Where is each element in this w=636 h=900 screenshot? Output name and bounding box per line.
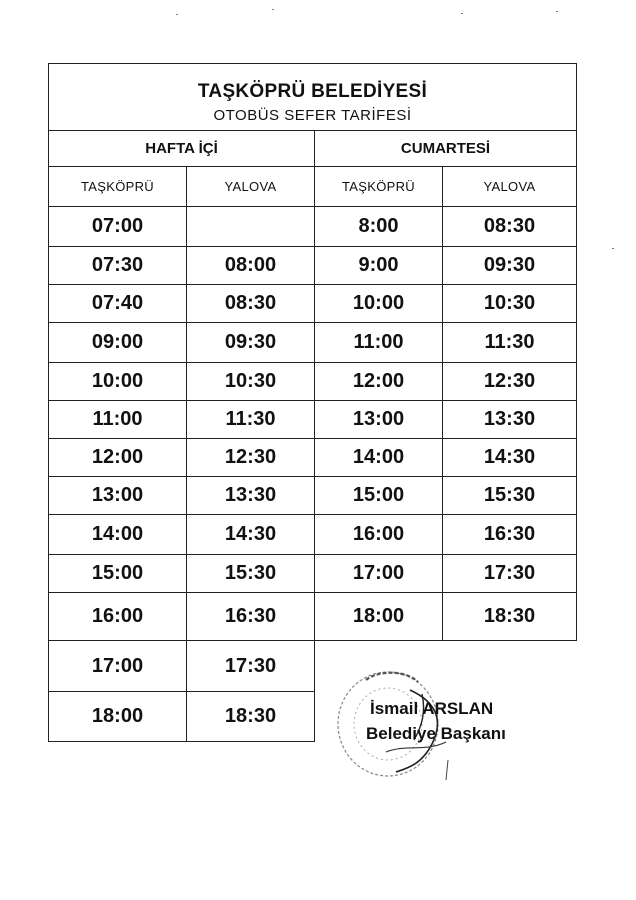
saturday-return-time: 09:30 (443, 247, 577, 285)
saturday-return-time: 10:30 (443, 285, 577, 323)
weekday-col-to: YALOVA (187, 167, 315, 207)
weekday-return-time: 16:30 (187, 593, 315, 641)
weekday-return-time: 15:30 (187, 555, 315, 593)
weekday-return-time: 14:30 (187, 515, 315, 555)
weekday-departure-time: 07:40 (48, 285, 187, 323)
signatory-name: İsmail ARSLAN (370, 699, 494, 718)
official-seal-icon (326, 660, 546, 780)
weekday-departure-time: 10:00 (48, 363, 187, 401)
weekday-return-time: 10:30 (187, 363, 315, 401)
scan-speck (176, 14, 178, 15)
saturday-departure-time: 12:00 (315, 363, 443, 401)
saturday-departure-time: 15:00 (315, 477, 443, 515)
weekday-return-time (187, 207, 315, 247)
weekday-return-time: 08:00 (187, 247, 315, 285)
weekday-departure-time: 12:00 (48, 439, 187, 477)
saturday-departure-time: 11:00 (315, 323, 443, 363)
weekday-col-from: TAŞKÖPRÜ (48, 167, 187, 207)
saturday-return-time: 13:30 (443, 401, 577, 439)
scan-speck (272, 9, 274, 10)
scan-speck (612, 248, 614, 249)
weekday-departure-time: 13:00 (48, 477, 187, 515)
saturday-return-time: 18:30 (443, 593, 577, 641)
page-subtitle: OTOBÜS SEFER TARİFESİ (213, 106, 412, 124)
weekday-return-time: 08:30 (187, 285, 315, 323)
saturday-return-time: 08:30 (443, 207, 577, 247)
weekday-return-time: 18:30 (187, 692, 315, 742)
saturday-departure-time: 17:00 (315, 555, 443, 593)
weekday-departure-time: 18:00 (48, 692, 187, 742)
scan-speck (556, 11, 558, 12)
weekday-return-time: 17:30 (187, 641, 315, 692)
weekday-departure-time: 09:00 (48, 323, 187, 363)
saturday-departure-time: 16:00 (315, 515, 443, 555)
saturday-return-time: 16:30 (443, 515, 577, 555)
saturday-return-time: 12:30 (443, 363, 577, 401)
saturday-group-header: CUMARTESİ (315, 131, 577, 167)
weekday-departure-time: 14:00 (48, 515, 187, 555)
weekday-departure-time: 07:30 (48, 247, 187, 285)
weekday-departure-time: 11:00 (48, 401, 187, 439)
weekday-return-time: 12:30 (187, 439, 315, 477)
saturday-return-time: 15:30 (443, 477, 577, 515)
weekday-return-time: 11:30 (187, 401, 315, 439)
saturday-col-to: YALOVA (443, 167, 577, 207)
saturday-departure-time: 13:00 (315, 401, 443, 439)
saturday-return-time: 14:30 (443, 439, 577, 477)
weekday-return-time: 09:30 (187, 323, 315, 363)
page-title: TAŞKÖPRÜ BELEDİYESİ (197, 81, 428, 102)
weekday-departure-time: 16:00 (48, 593, 187, 641)
saturday-departure-time: 14:00 (315, 439, 443, 477)
saturday-return-time: 11:30 (443, 323, 577, 363)
weekday-return-time: 13:30 (187, 477, 315, 515)
weekday-departure-time: 17:00 (48, 641, 187, 692)
weekday-departure-time: 15:00 (48, 555, 187, 593)
saturday-departure-time: 18:00 (315, 593, 443, 641)
saturday-col-from: TAŞKÖPRÜ (315, 167, 443, 207)
saturday-departure-time: 10:00 (315, 285, 443, 323)
signatory-title: Belediye Başkanı (366, 724, 506, 743)
saturday-departure-time: 8:00 (315, 207, 443, 247)
weekday-group-header: HAFTA İÇİ (48, 131, 315, 167)
scan-speck (461, 13, 463, 14)
weekday-departure-time: 07:00 (48, 207, 187, 247)
saturday-departure-time: 9:00 (315, 247, 443, 285)
saturday-return-time: 17:30 (443, 555, 577, 593)
